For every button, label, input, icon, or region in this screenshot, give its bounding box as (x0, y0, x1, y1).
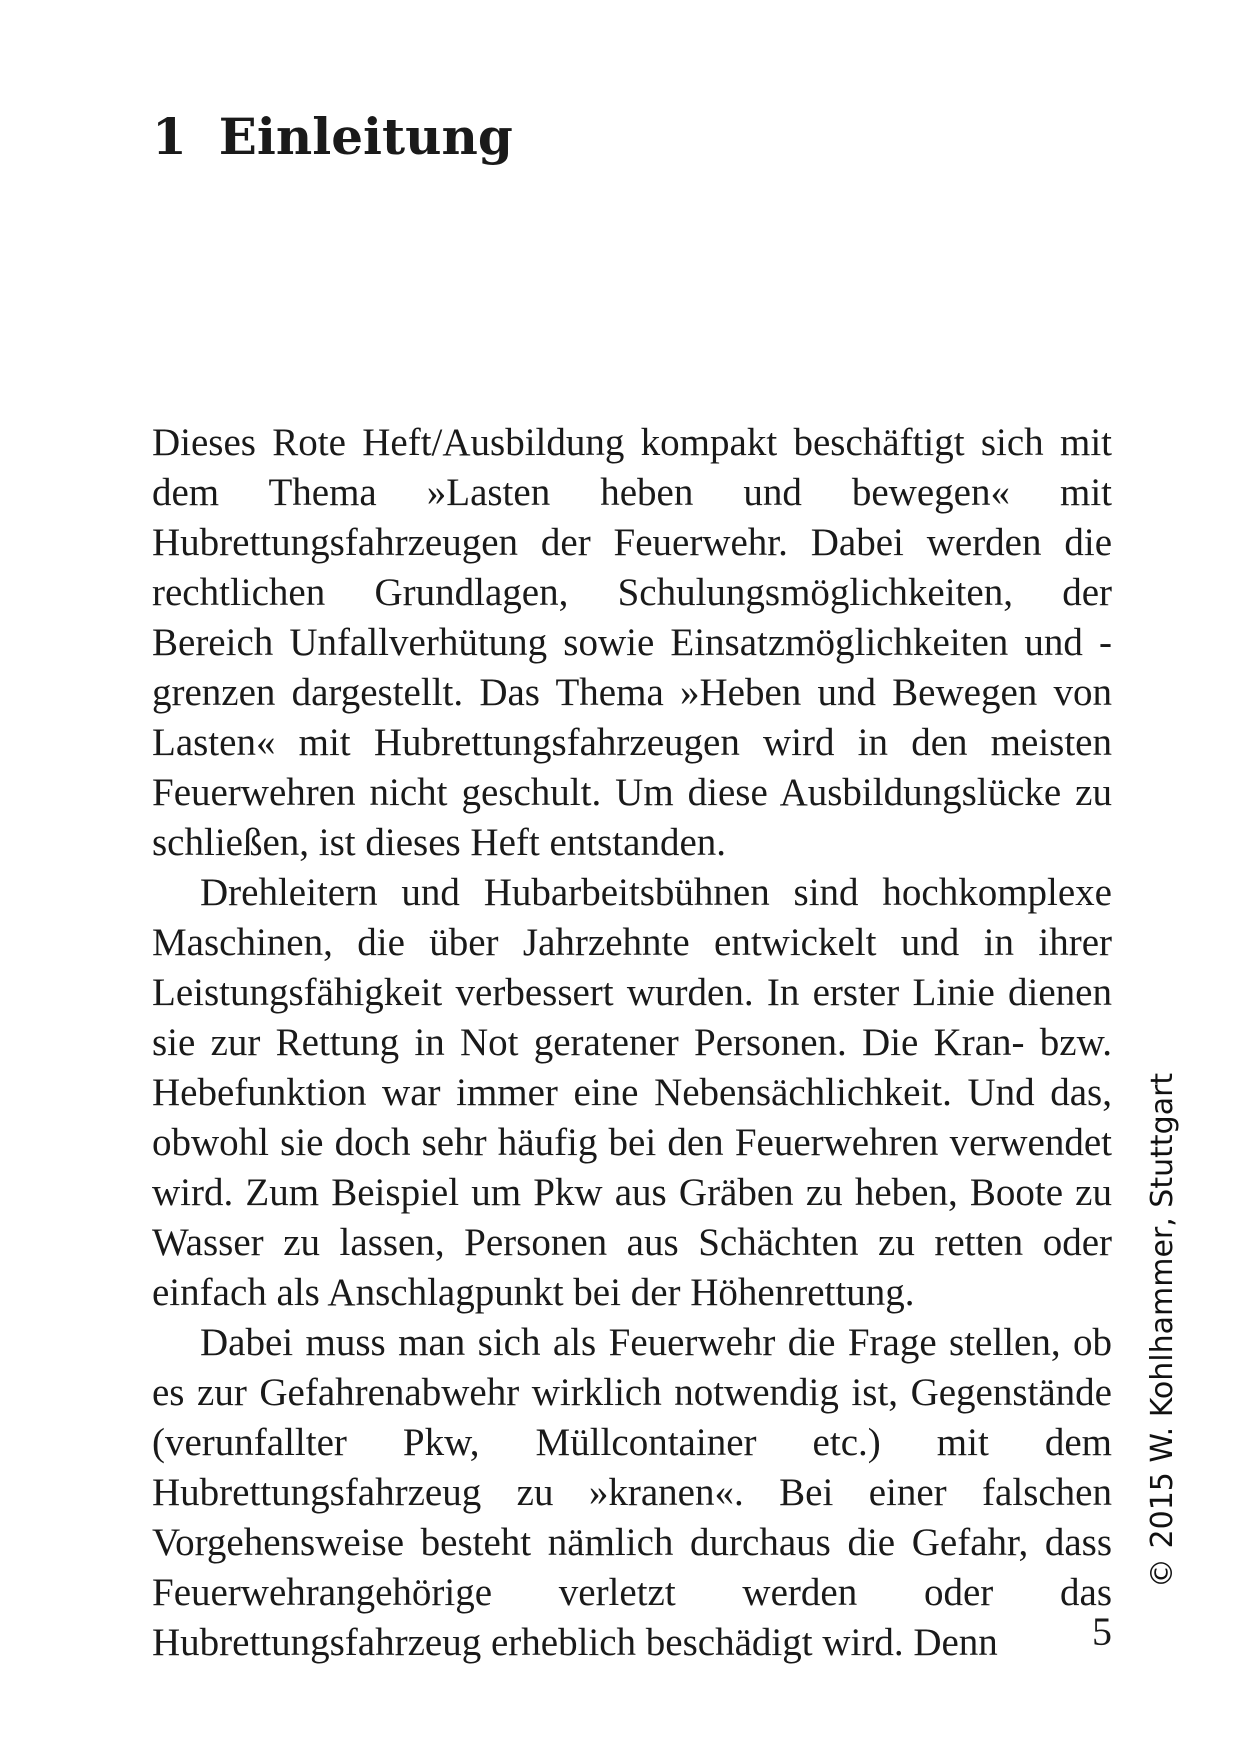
chapter-heading (152, 107, 513, 166)
body-text (152, 418, 1112, 1668)
paragraph: Dieses Rote Heft/Ausbildung kompakt beschäftigt sich mit dem Thema »Lasten heben und bewegen« mit Hubrettungsfahrzeugen der Feuerwehr. Dabei werden die rechtlichen Grundlagen, Schulungsmöglichkeiten, der Bereich Unfallverhütung sowie Einsatzmöglichkeiten und -grenzen dargestellt. Das Thema »Heben und Bewegen von Lasten« mit Hubrettungsfahrzeugen wird in den meisten Feuerwehren nicht geschult. Um diese Ausbildungslücke zu schließen, ist dieses Heft entstanden. (152, 421, 1112, 864)
chapter-title: Einleitung (218, 107, 513, 166)
page-number: 5 (1092, 1609, 1112, 1654)
paragraph: Drehleitern und Hubarbeitsbühnen sind hochkomplexe Maschinen, die über Jahrzehnte entwickelt und in ihrer Leistungsfähigkeit verbessert wurden. In erster Linie dienen sie zur Rettung in Not geratener Personen. Die Kran- bzw. Hebefunktion war immer eine Nebensächlichkeit. Und das, obwohl sie doch sehr häufig bei den Feuerwehren verwendet wird. Zum Beispiel um Pkw aus Gräben zu heben, Boote zu Wasser zu lassen, Personen aus Schächten zu retten oder einfach als Anschlagpunkt bei der Höhenrettung. (152, 871, 1112, 1314)
chapter-number: 1 (152, 107, 187, 166)
copyright-notice: © 2015 W. Kohlhammer, Stuttgart (1145, 1072, 1180, 1588)
paragraph: Dabei muss man sich als Feuerwehr die Frage stellen, ob es zur Gefahrenabwehr wirklich notwendig ist, Gegenstände (verunfallter Pkw, Müllcontainer etc.) mit dem Hubrettungsfahrzeug zu »kranen«. Bei einer falschen Vorgehensweise besteht nämlich durchaus die Gefahr, dass Feuerwehrangehörige verletzt werden oder das Hubrettungsfahrzeug erheblich beschädigt wird. Denn (152, 1321, 1112, 1664)
